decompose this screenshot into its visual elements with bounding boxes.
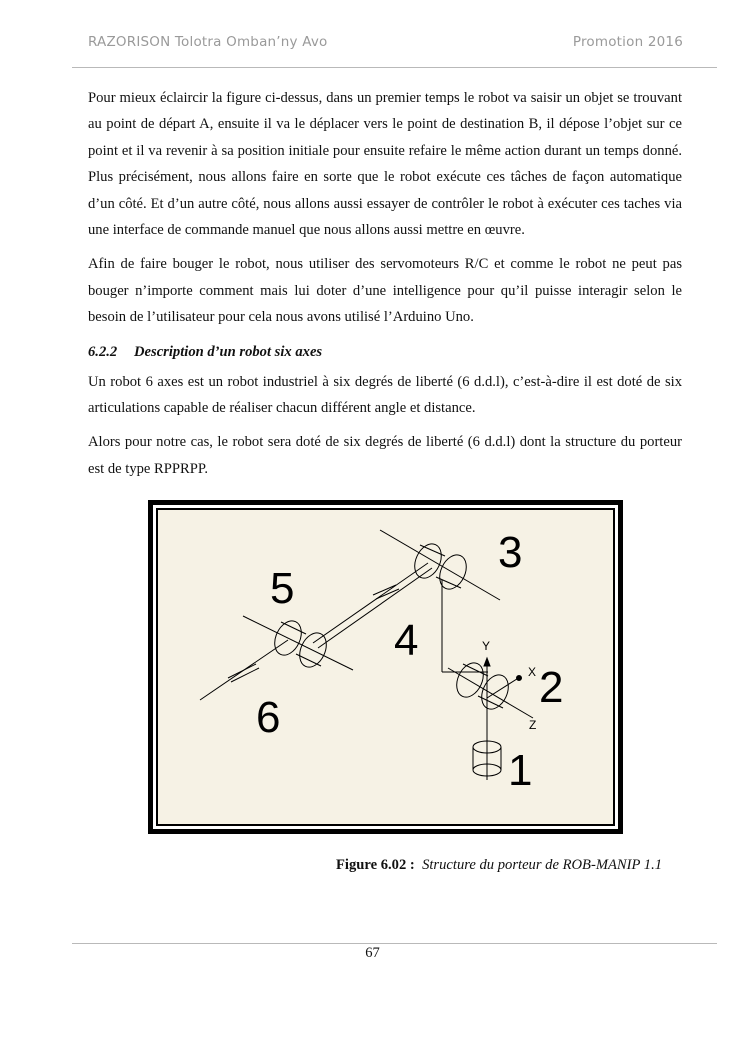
joint-label-2: 2 [539, 663, 564, 712]
robot-diagram [148, 500, 623, 834]
paragraph-3: Un robot 6 axes est un robot industriel à six degrés de liberté (6 d.d.l), c’est-à-dire il est doté de six articulations capable de réaliser chacun différent angle et distance. [88, 373, 682, 417]
axis-label-z: Z [529, 718, 537, 732]
robot-structure-figure [148, 500, 623, 834]
joint-label-5: 5 [270, 564, 295, 613]
paragraph-1: Pour mieux éclaircir la figure ci-dessus, dans un premier temps le robot va saisir un objet se trouvant au point de départ A, ensuite il va le déplacer vers le point de destination B, il dépose l’objet sur ce point et il va revenir à sa position initiale pour ensuite refaire le même action durant un temps donné. Plus précisément, nous allons faire en sorte que le robot exécute ces tâches de façon automatique d’un côté. Et d’un autre côté, nous allons aussi essayer de contrôler le robot à exécuter ces taches via une interface de commande manuel que nous allons aussi mettre en œuvre. [88, 90, 682, 239]
subsection-number: 6.2.2 [88, 343, 118, 360]
paragraph-4: Alors pour notre cas, le robot sera doté de six degrés de liberté (6 d.d.l) dont la structure du porteur est de type RPPRPP. [88, 434, 682, 477]
paragraph-2: Afin de faire bouger le robot, nous utiliser des servomoteurs R/C et comme le robot ne peut pas bouger n’importe comment mais lui doter d’une intelligence pour qu’il puisse interagir selon le besoin de l’utilisateur pour cela nous avons utilisé l’Arduino Uno. [88, 256, 682, 326]
joint-label-1: 1 [508, 746, 533, 795]
subsection-title: Description d’un robot six axes [134, 343, 323, 360]
caption-label: Figure 6.02 : [336, 857, 415, 873]
joint-label-4: 4 [394, 616, 419, 665]
page-body [88, 85, 682, 490]
axis-label-y: Y [482, 639, 491, 653]
footer-rule [72, 943, 717, 944]
page-header [88, 34, 683, 58]
axis-label-x: X [528, 665, 537, 679]
subsection-heading [88, 339, 682, 365]
x-axis-arrow [517, 676, 522, 681]
joint-label-6: 6 [256, 693, 281, 742]
header-author: RAZORISON Tolotra Omban’ny Avo [88, 34, 328, 50]
figure-caption [336, 857, 662, 874]
joint-label-3: 3 [498, 528, 523, 577]
header-promotion: Promotion 2016 [572, 34, 683, 50]
caption-text: Structure du porteur de ROB-MANIP 1.1 [422, 857, 663, 873]
header-rule [72, 67, 717, 68]
page-number: 67 [365, 945, 380, 961]
